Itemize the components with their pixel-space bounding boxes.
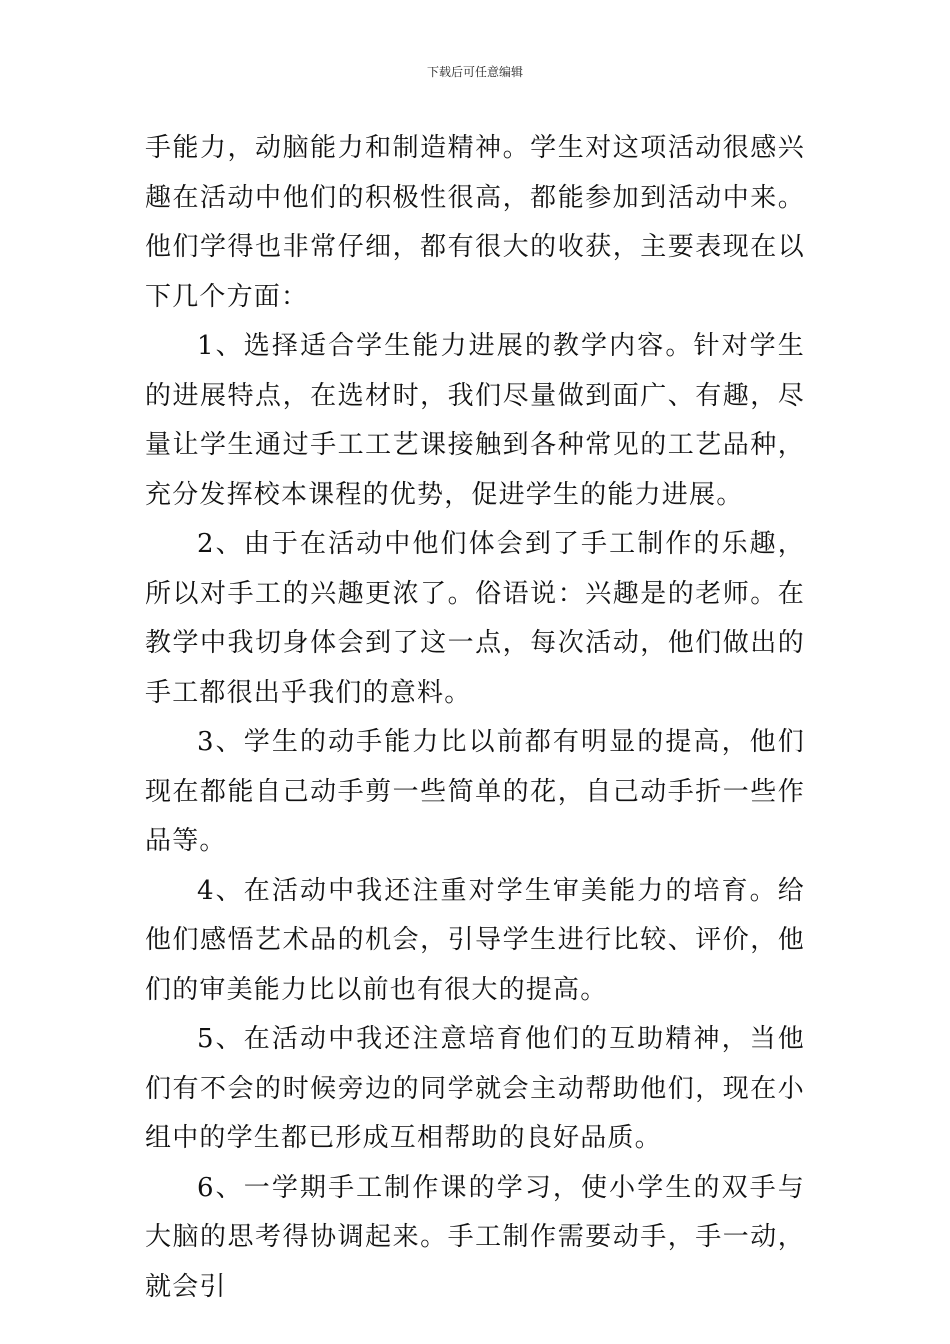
paragraph-intro: 手能力，动脑能力和制造精神。学生对这项活动很感兴趣在活动中他们的积极性很高，都能参加到活动中来。他们学得也非常仔细，都有很大的收获，主要表现在以下几个方面：: [145, 133, 805, 312]
paragraph-item-4: 4、在活动中我还注重对学生审美能力的培育。给他们感悟艺术品的机会，引导学生进行比较、评价，他们的审美能力比以前也有很大的提高。: [145, 875, 805, 1005]
paragraph-item-5: 5、在活动中我还注意培育他们的互助精神，当他们有不会的时候旁边的同学就会主动帮助他们，现在小组中的学生都已形成互相帮助的良好品质。: [145, 1024, 805, 1153]
paragraph-item-1: 1、选择适合学生能力进展的教学内容。针对学生的进展特点，在选材时，我们尽量做到面广、有趣，尽量让学生通过手工工艺课接触到各种常见的工艺品种，充分发挥校本课程的优势，促进学生的能力进展。: [145, 331, 805, 510]
page-header: 下载后可任意编辑: [426, 65, 523, 79]
paragraph-item-6: 6、一学期手工制作课的学习，使小学生的双手与大脑的思考得协调起来。手工制作需要动手，手一动，就会引: [145, 1172, 805, 1302]
paragraph-item-3: 3、学生的动手能力比以前都有明显的提高，他们现在都能自己动手剪一些简单的花，自己动手折一些作品等。: [145, 727, 805, 856]
paragraph-item-2: 2、由于在活动中他们体会到了手工制作的乐趣，所以对手工的兴趣更浓了。俗语说：兴趣是的老师。在教学中我切身体会到了这一点，每次活动，他们做出的手工都很出乎我们的意料。: [145, 529, 805, 708]
document-body: [145, 124, 805, 1312]
